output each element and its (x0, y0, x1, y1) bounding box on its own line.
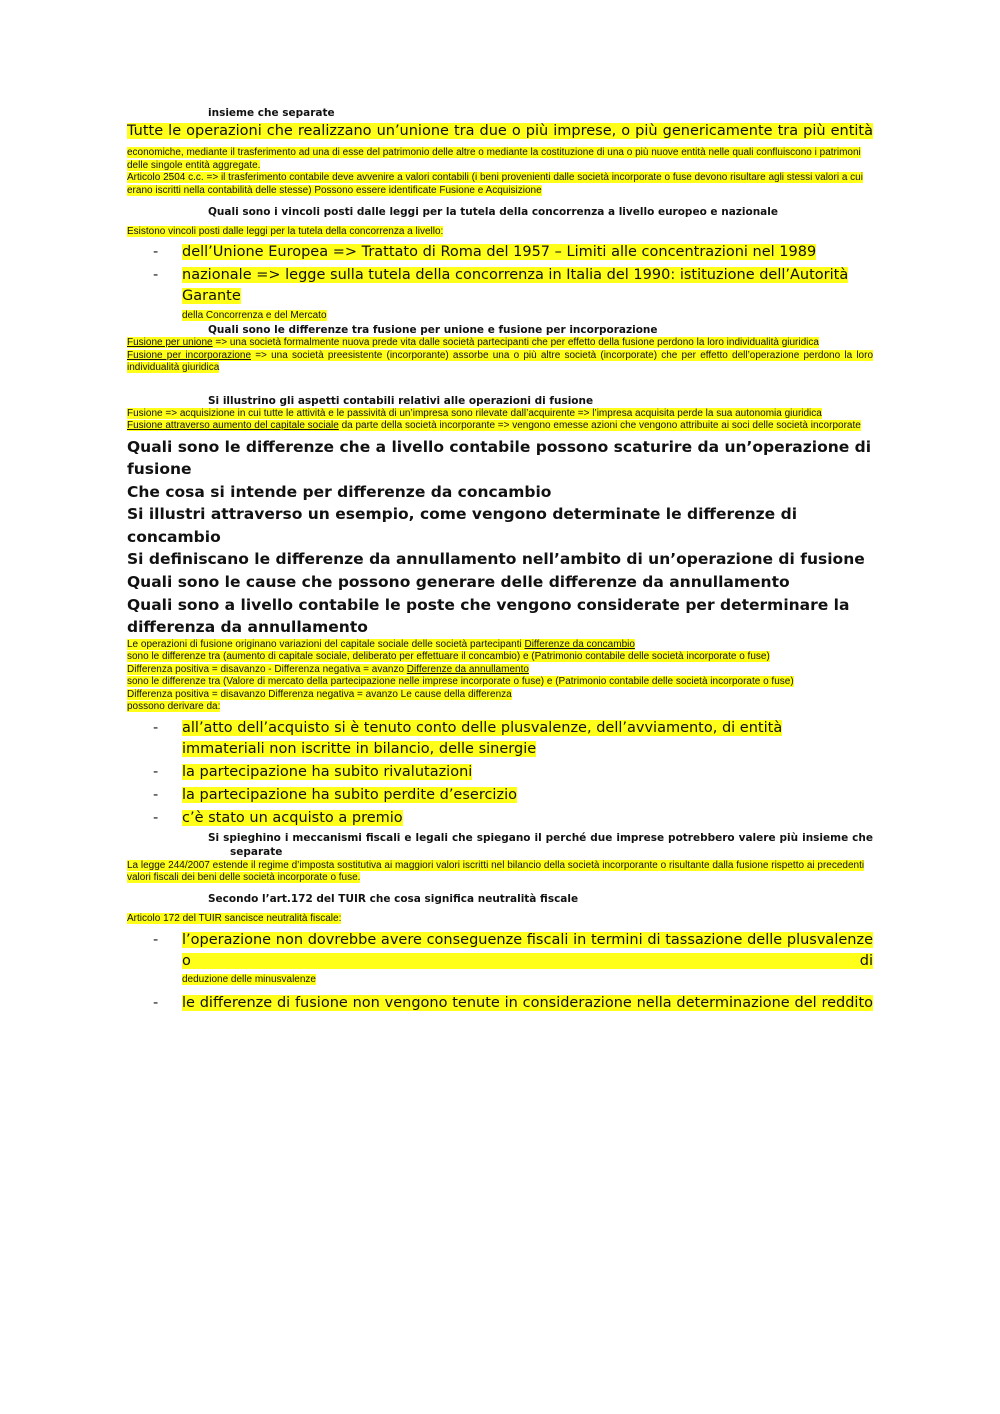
intro-line: Articolo 172 del TUIR sancisce neutralità fiscale: (127, 912, 342, 924)
bullet-list (127, 242, 873, 307)
list-item: - nazionale => legge sulla tutela della concorrenza in Italia del 1990: istituzione dell’Autorità Garante (153, 266, 849, 304)
answer-paragraph: sono le differenze tra (Valore di mercato della partecipazione nelle imprese incorporate o fuse) e (Patrimonio contabile delle società incorporate o fuse) (127, 676, 794, 688)
question-heading: Si illustrino gli aspetti contabili relativi alle operazioni di fusione (208, 394, 594, 407)
answer-paragraph: Le operazioni di fusione originano variazioni del capitale sociale delle società partecipanti Differenze da concambio (127, 638, 635, 650)
definition-paragraph: Fusione attraverso aumento del capitale sociale da parte della società incorporante => vengono emesse azioni che vengono attribuite ai soci delle società incorporate (127, 420, 861, 431)
body-paragraph: economiche, mediante il trasferimento ad una di esse del patrimonio delle altre o mediante la costituzione di una o più nuove entità nelle quali confluiscono i patrimoni delle singole entità aggregate. (127, 147, 861, 171)
answer-paragraph: Differenza positiva = disavanzo Differenza negativa = avanzo Le cause della differenza (127, 688, 512, 700)
question-heading: Quali sono i vincoli posti dalle leggi per la tutela della concorrenza a livello europeo e nazionale (208, 206, 778, 218)
list-item: - la partecipazione ha subito perdite d’esercizio (153, 786, 517, 803)
list-item: - l’operazione non dovrebbe avere conseguenze fiscali in termini di tassazione delle plusvalenze o di (153, 932, 873, 970)
bullet-list (127, 930, 873, 972)
question-heading: Quali sono a livello contabile le poste che vengono considerate per determinare la differenza da annullamento (127, 595, 850, 637)
definition-paragraph: Fusione per incorporazione => una società preesistente (incorporante) assorbe una o più altre società (incorporate) che per effetto dell’operazione perdono la loro individualità giuridica (127, 349, 873, 373)
question-heading: Quali sono le differenze tra fusione per unione e fusione per incorporazione (208, 324, 658, 336)
list-item: - le differenze di fusione non vengono tenute in considerazione nella determinazione del reddito (153, 994, 873, 1011)
question-heading-continuation: separate (230, 845, 283, 858)
question-heading: Che cosa si intende per differenze da concambio (127, 482, 552, 501)
answer-paragraph: sono le differenze tra (aumento di capitale sociale, deliberato per effettuare il concambio) e (Patrimonio contabile delle società incorporate o fuse) (127, 651, 770, 663)
definition-paragraph: Fusione per unione => una società formalmente nuova prede vita dalle società partecipanti che per effetto della fusione perdono la loro individualità giuridica (127, 337, 819, 348)
answer-paragraph: La legge 244/2007 estende il regime d’imposta sostitutiva ai maggiori valori iscritti nel bilancio della società incorporante o risultante dalla fusione rispetto ai precedenti valori fiscali dei beni delle società incorporate o fuse. (127, 859, 865, 884)
continuation-line: deduzione delle minusvalenze (182, 974, 316, 986)
question-block (127, 436, 873, 639)
question-heading: Si illustri attraverso un esempio, come vengono determinate le differenze di concambio (127, 505, 798, 546)
document-page (127, 106, 873, 1014)
definition-paragraph: Fusione => acquisizione in cui tutte le attività e le passività di un’impresa sono rilevate dall’acquirente => l’impresa acquisita perde la sua autonomia giuridica (127, 407, 822, 419)
continuation-line: della Concorrenza e del Mercato (182, 309, 327, 321)
list-item: - la partecipazione ha subito rivalutazioni (153, 763, 473, 780)
section-heading: insieme che separate (208, 107, 335, 119)
answer-paragraph: Differenza positiva = disavanzo - Differenza negativa = avanzo Differenze da annullamento (127, 663, 529, 675)
question-heading: Si spieghino i meccanismi fiscali e legali che spiegano il perché due imprese potrebbero valere più insieme che (208, 831, 873, 844)
list-item: - dell’Unione Europea => Trattato di Roma del 1957 – Limiti alle concentrazioni nel 1989 (153, 243, 817, 260)
bullet-list (127, 718, 873, 829)
intro-line: Esistono vincoli posti dalle leggi per la tutela della concorrenza a livello: (127, 226, 444, 237)
bullet-list (127, 993, 873, 1014)
question-heading: Quali sono le cause che possono generare delle differenze da annullamento (127, 573, 790, 592)
answer-paragraph: possono derivare da: (127, 701, 221, 713)
question-heading: Quali sono le differenze che a livello contabile possono scaturire da un’operazione di fusione (127, 437, 872, 479)
article-paragraph: Articolo 2504 c.c. => il trasferimento contabile deve avvenire a valori contabili (i beni provenienti dalle società incorporate o fuse devono risultare agli stessi valori a cui erano iscritti nella contabilità delle stesse) Possono essere identificate Fusione e Acquisizione (127, 172, 863, 196)
list-item: - c’è stato un acquisto a premio (153, 809, 403, 826)
list-item: - all’atto dell’acquisto si è tenuto conto delle plusvalenze, dell’avviamento, di entità immateriali non iscritte in bilancio, delle sinergie (153, 719, 783, 757)
question-heading: Secondo l’art.172 del TUIR che cosa significa neutralità fiscale (208, 892, 579, 905)
lead-paragraph: Tutte le operazioni che realizzano un’unione tra due o più imprese, o più genericamente tra più entità (127, 123, 873, 139)
question-heading: Si definiscano le differenze da annullamento nell’ambito di un’operazione di fusione (127, 550, 865, 569)
